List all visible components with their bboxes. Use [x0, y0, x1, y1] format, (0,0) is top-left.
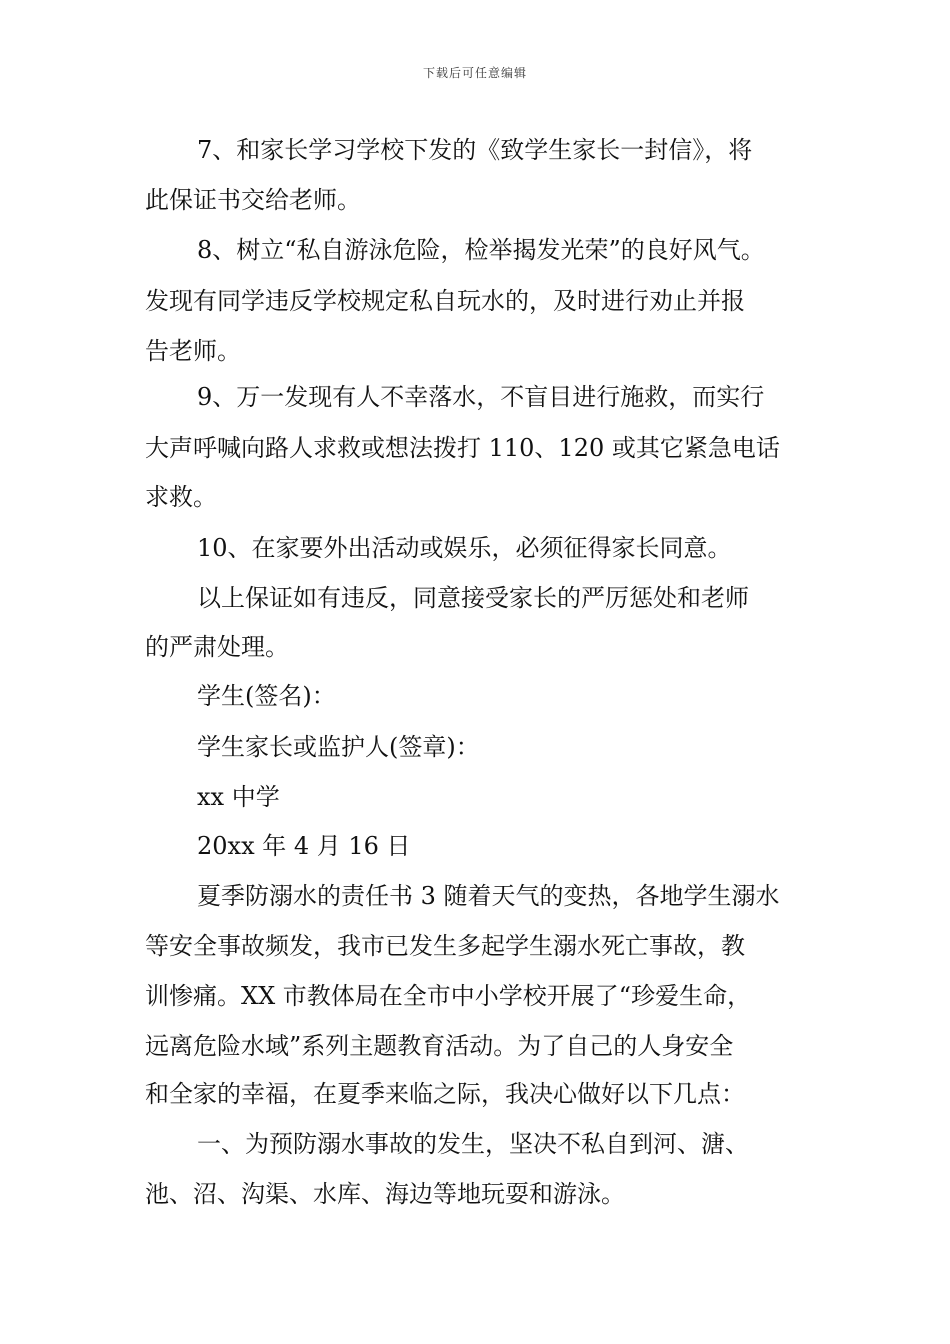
paragraph-line: 训惨痛。XX 市教体局在全市中小学校开展了“珍爱生命，	[145, 982, 752, 1010]
guardian-signature-line: 学生家长或监护人(签章)：	[197, 733, 480, 761]
header-note: 下载后可任意编辑	[422, 66, 527, 80]
paragraph-line: 求救。	[145, 483, 217, 511]
paragraph-line: 告老师。	[145, 337, 241, 365]
paragraph-line: 10、在家要外出活动或娱乐，必须征得家长同意。	[197, 534, 732, 562]
paragraph-line: 此保证书交给老师。	[145, 186, 361, 214]
paragraph-line: 以上保证如有违反，同意接受家长的严厉惩处和老师	[197, 584, 749, 612]
paragraph-line: 8、树立“私自游泳危险，检举揭发光荣”的良好风气。	[197, 236, 765, 264]
student-signature-line: 学生(签名)：	[197, 682, 336, 710]
paragraph-line: 一、为预防溺水事故的发生，坚决不私自到河、溏、	[197, 1130, 749, 1158]
paragraph-line: 发现有同学违反学校规定私自玩水的，及时进行劝止并报	[145, 287, 745, 315]
paragraph-line: 大声呼喊向路人求救或想法拨打 110、120 或其它紧急电话	[145, 434, 780, 462]
school-name: xx 中学	[197, 783, 280, 811]
paragraph-line: 远离危险水域”系列主题教育活动。为了自己的人身安全	[145, 1032, 734, 1060]
paragraph-line: 池、沼、沟渠、水库、海边等地玩耍和游泳。	[145, 1180, 625, 1208]
paragraph-line: 7、和家长学习学校下发的《致学生家长一封信》，将	[197, 136, 753, 164]
date-line: 20xx 年 4 月 16 日	[197, 832, 411, 860]
paragraph-line: 等安全事故频发，我市已发生多起学生溺水死亡事故，教	[145, 932, 745, 960]
paragraph-line: 的严肃处理。	[145, 633, 289, 661]
paragraph-line: 9、万一发现有人不幸落水，不盲目进行施救，而实行	[197, 383, 765, 411]
paragraph-line: 和全家的幸福，在夏季来临之际，我决心做好以下几点：	[145, 1080, 745, 1108]
paragraph-line: 夏季防溺水的责任书 3 随着天气的变热，各地学生溺水	[197, 882, 780, 910]
